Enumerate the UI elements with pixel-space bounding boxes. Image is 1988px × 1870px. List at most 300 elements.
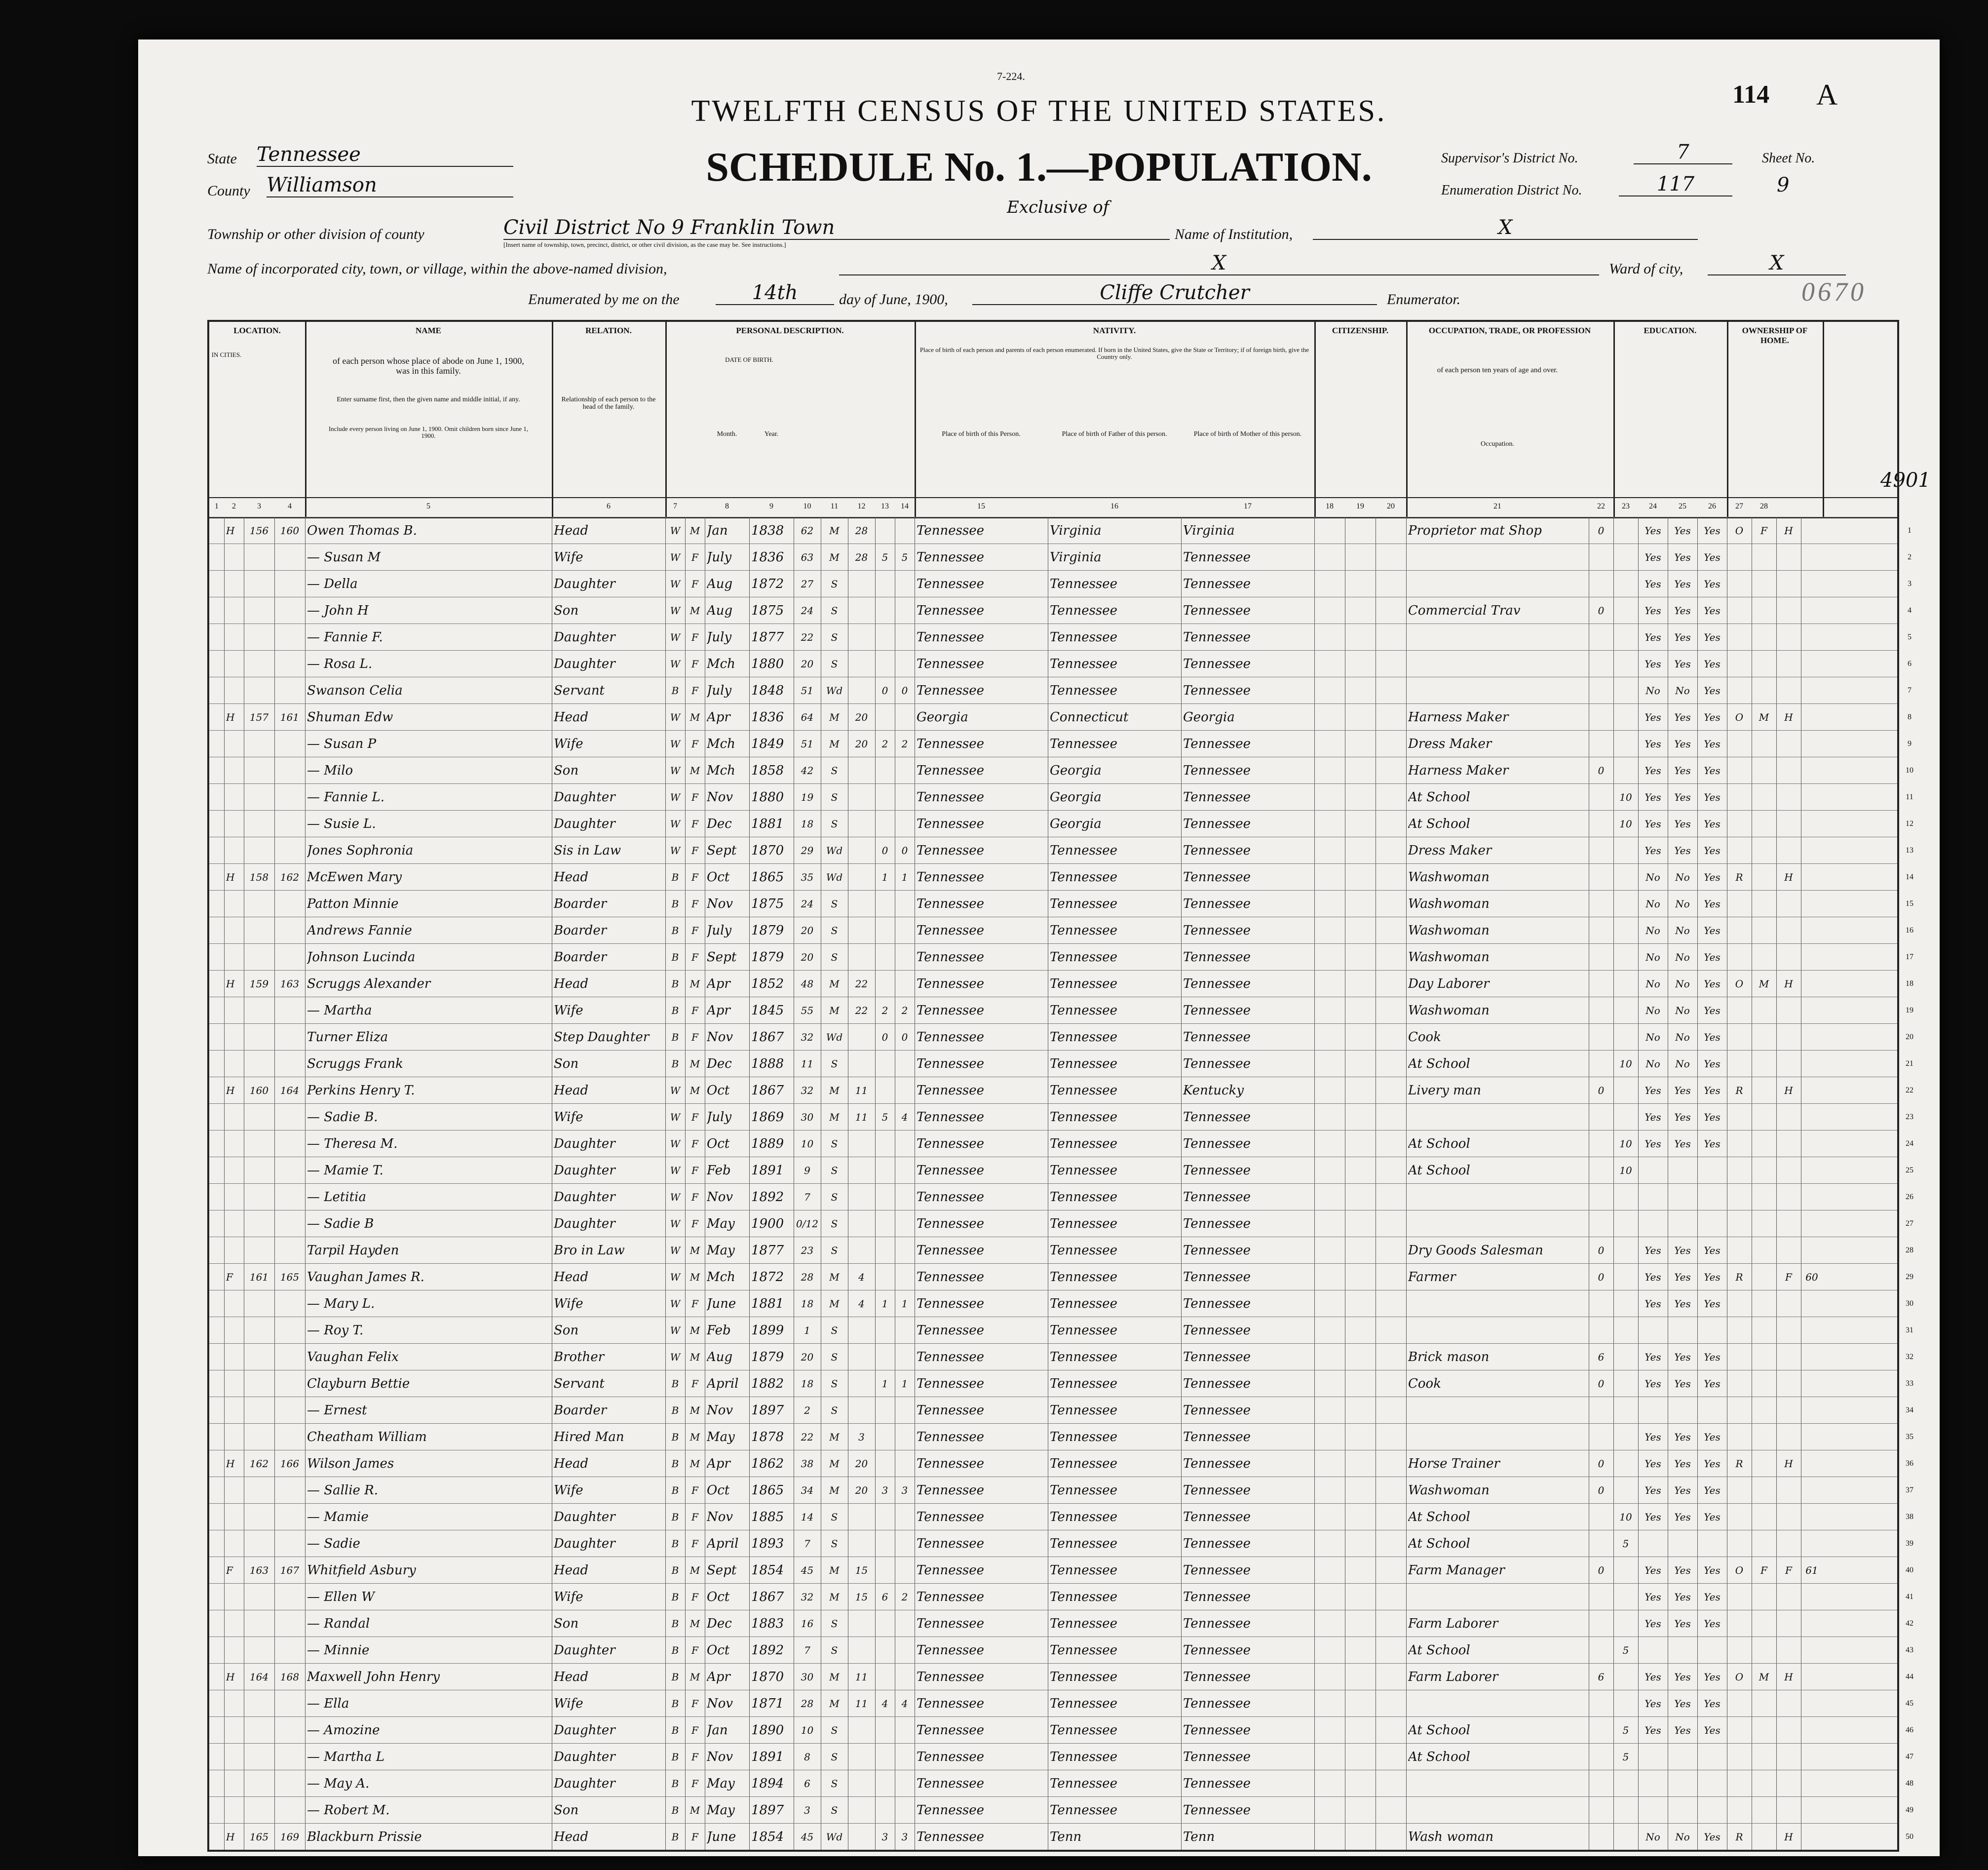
cell-sex: F	[691, 1591, 698, 1603]
cell-year: 1891	[751, 1163, 784, 1178]
cell-read: Yes	[1644, 524, 1661, 537]
table-row	[209, 1796, 1913, 1823]
cell-dwelling: 165	[249, 1831, 269, 1843]
cell-father-birth: Tennessee	[1050, 1776, 1118, 1791]
cell-farm	[1803, 651, 1821, 677]
line-number: 15	[1906, 899, 1913, 908]
cell-month: Nov	[707, 1189, 733, 1205]
cell-months-unemp	[1591, 1717, 1611, 1743]
cell-mother-birth: Tennessee	[1183, 1296, 1251, 1311]
cell-mother-birth: Tennessee	[1183, 1216, 1251, 1231]
cell-free	[1754, 1797, 1774, 1823]
cell-english: Yes	[1704, 684, 1720, 697]
cell-write: Yes	[1674, 1351, 1691, 1363]
cell-marital: S	[831, 951, 838, 963]
table-row	[209, 703, 1912, 730]
cell-sex: M	[689, 977, 700, 990]
table-row	[209, 1397, 1913, 1423]
cell-living: 0	[901, 1031, 908, 1043]
cell-color: B	[671, 1431, 679, 1443]
cell-family	[276, 1370, 303, 1397]
cell-month: June	[707, 1296, 736, 1311]
table-row	[209, 730, 1912, 757]
cell-mother-birth: Tennessee	[1183, 1669, 1251, 1684]
cell-school	[1615, 1824, 1636, 1850]
cell-name: — Susan P	[307, 736, 377, 751]
cell-father-birth: Connecticut	[1050, 709, 1129, 725]
cell-family	[276, 1477, 303, 1503]
column-number: 27	[1735, 502, 1743, 510]
cell-farm	[1803, 677, 1821, 703]
cell-owned: R	[1735, 1831, 1743, 1843]
cell-sex: M	[689, 604, 700, 617]
cell-mother-birth: Tennessee	[1183, 1402, 1251, 1418]
cell-farm	[1803, 1051, 1821, 1077]
cell-house	[226, 784, 242, 810]
cell-house	[1778, 597, 1799, 623]
cell-mother-birth: Tennessee	[1183, 1349, 1251, 1364]
cell-months-unemp	[1591, 651, 1611, 677]
cell-year: 1897	[751, 1402, 784, 1418]
column-number-strip	[209, 497, 1897, 518]
cell-marital: S	[831, 764, 838, 777]
cell-year: 1872	[751, 576, 784, 591]
cell-read: Yes	[1644, 1084, 1661, 1096]
cell-house	[226, 1157, 242, 1183]
cell-house	[226, 1317, 242, 1343]
cell-occupation: Washwoman	[1408, 869, 1490, 885]
cell-month: Jan	[707, 523, 728, 538]
cell-year: 1836	[751, 709, 784, 725]
cell-house	[226, 997, 242, 1023]
cell-farm	[1803, 1210, 1821, 1237]
cell-months-unemp	[1591, 677, 1611, 703]
cell-school	[1615, 1290, 1636, 1317]
cell-occupation: Farm Laborer	[1408, 1616, 1498, 1631]
cell-color: W	[670, 844, 681, 857]
cell-mother-of: 5	[881, 1111, 888, 1123]
cell-read: Yes	[1644, 1297, 1661, 1310]
cell-read: No	[1645, 1031, 1660, 1043]
cell-birth: Tennessee	[917, 1429, 985, 1444]
cell-house	[226, 1397, 242, 1423]
cell-color: B	[671, 1511, 679, 1523]
cell-english: Yes	[1704, 818, 1720, 830]
cell-family: 163	[280, 977, 300, 990]
cell-mother-of: 1	[881, 871, 888, 883]
cell-living	[897, 891, 913, 917]
cell-farm	[1803, 1450, 1821, 1477]
cell-month: May	[707, 1429, 735, 1444]
cell-age: 34	[801, 1484, 814, 1496]
cell-month: July	[707, 1109, 732, 1125]
cell-months-unemp	[1591, 1051, 1611, 1077]
cell-mother-birth: Tennessee	[1183, 1749, 1251, 1764]
cell-house	[1778, 1637, 1799, 1663]
cell-english	[1699, 1317, 1725, 1343]
cell-relation: Daughter	[554, 1216, 615, 1231]
cell-living	[897, 1797, 913, 1823]
cell-read: No	[1645, 977, 1660, 990]
cell-school: 10	[1619, 818, 1632, 830]
line-number: 5	[1908, 632, 1912, 641]
cell-year: 1892	[751, 1189, 784, 1205]
cell-birth: Tennessee	[917, 1509, 985, 1524]
cell-write: Yes	[1674, 1484, 1691, 1496]
cell-english: Yes	[1704, 977, 1720, 990]
cell-living	[897, 651, 913, 677]
cell-school	[1615, 1370, 1636, 1397]
cell-marital: M	[829, 977, 840, 990]
cell-family	[276, 1051, 303, 1077]
cell-house	[1778, 837, 1799, 863]
cell-name: Vaughan Felix	[307, 1349, 399, 1364]
cell-father-birth: Virginia	[1050, 549, 1102, 565]
cell-color: B	[671, 1057, 679, 1070]
cell-mother-birth: Tennessee	[1183, 683, 1251, 698]
cell-dwelling	[246, 1744, 272, 1770]
cell-marital: S	[831, 1617, 838, 1630]
cell-name: — May A.	[307, 1776, 370, 1791]
cell-sex: F	[691, 1111, 698, 1123]
cell-family	[276, 1717, 303, 1743]
cell-house	[1778, 1504, 1799, 1530]
cell-mother-of	[877, 1664, 893, 1690]
cell-birth: Tennessee	[917, 923, 985, 938]
cell-farm	[1803, 571, 1821, 597]
cell-months-unemp: 0	[1598, 1271, 1605, 1283]
cell-years-married: 20	[855, 1484, 868, 1496]
cell-name: — Theresa M.	[307, 1136, 398, 1151]
cell-free	[1754, 1610, 1774, 1636]
cell-mother-birth: Tennessee	[1183, 763, 1251, 778]
group-divider	[1823, 322, 1824, 517]
cell-mother-of	[877, 1530, 893, 1557]
cell-house: H	[1784, 977, 1793, 990]
cell-marital: Wd	[826, 844, 843, 857]
cell-free	[1754, 1130, 1774, 1157]
cell-living: 5	[901, 551, 908, 563]
cell-month: Oct	[707, 1589, 730, 1604]
cell-house	[226, 1184, 242, 1210]
cell-year: 1845	[751, 1003, 784, 1018]
cell-year: 1867	[751, 1029, 784, 1045]
cell-owned: R	[1735, 1084, 1743, 1096]
cell-age: 22	[801, 1431, 814, 1443]
cell-name: Patton Minnie	[307, 896, 399, 911]
cell-years-married	[850, 1184, 873, 1210]
cell-mother-birth: Tennessee	[1183, 843, 1251, 858]
cell-house	[226, 597, 242, 623]
cell-years-married	[850, 1610, 873, 1636]
cell-read: Yes	[1644, 1591, 1661, 1603]
table-row	[209, 1370, 1913, 1397]
cell-months-unemp	[1591, 784, 1611, 810]
cell-months-unemp	[1591, 544, 1611, 570]
cell-family	[276, 624, 303, 650]
cell-years-married	[850, 1210, 873, 1237]
cell-house	[1778, 1184, 1799, 1210]
cell-read	[1640, 1397, 1666, 1423]
schedule-title: SCHEDULE No. 1.—POPULATION.	[706, 144, 1372, 190]
cell-house	[1778, 651, 1799, 677]
cell-year: 1899	[751, 1323, 784, 1338]
cell-name: — Amozine	[307, 1722, 380, 1738]
cell-mother-birth: Tennessee	[1183, 1269, 1251, 1285]
cell-english: Yes	[1704, 844, 1720, 857]
cell-father-birth: Tennessee	[1050, 1323, 1118, 1338]
cell-marital: M	[829, 1111, 840, 1123]
cell-house	[1778, 1584, 1799, 1610]
cell-months-unemp	[1591, 1770, 1611, 1796]
group-divider	[1613, 322, 1615, 517]
cell-sex: M	[689, 1564, 700, 1576]
cell-father-birth: Tenn	[1050, 1829, 1082, 1844]
cell-sex: F	[691, 844, 698, 857]
cell-birth: Tennessee	[917, 683, 985, 698]
cell-months-unemp	[1591, 571, 1611, 597]
cell-color: W	[670, 631, 681, 643]
table-row	[209, 1557, 1913, 1583]
stamp-number: 0670	[1801, 277, 1867, 307]
cell-write: No	[1675, 1057, 1690, 1070]
cell-marital: S	[831, 818, 838, 830]
cell-house	[226, 811, 242, 837]
cell-color: W	[670, 1164, 681, 1176]
cell-marital: S	[831, 578, 838, 590]
cell-free: F	[1760, 1564, 1767, 1576]
cell-read: Yes	[1644, 1244, 1661, 1256]
cell-family	[276, 944, 303, 970]
cell-name: — Susan M	[307, 549, 381, 565]
cell-year: 1871	[751, 1696, 784, 1711]
cell-relation: Boarder	[554, 923, 607, 938]
cell-farm	[1803, 1744, 1821, 1770]
cell-father-birth: Tennessee	[1050, 603, 1118, 618]
cell-year: 1852	[751, 976, 784, 991]
group-divider	[915, 322, 916, 517]
birth-mother-header: Place of birth of Mother of this person.	[1193, 430, 1302, 438]
cell-school	[1615, 1424, 1636, 1450]
cell-father-birth: Tennessee	[1050, 1669, 1118, 1684]
cell-english: Yes	[1704, 1457, 1720, 1470]
cell-relation: Wife	[554, 1589, 583, 1604]
cell-years-married	[850, 1317, 873, 1343]
table-row	[209, 1663, 1913, 1690]
cell-color: W	[670, 711, 681, 723]
cell-years-married	[850, 597, 873, 623]
cell-house	[226, 624, 242, 650]
cell-house	[226, 1637, 242, 1663]
cell-dwelling	[246, 811, 272, 837]
cell-father-birth: Tennessee	[1050, 1616, 1118, 1631]
cell-mother-of: 3	[881, 1831, 888, 1843]
cell-sex: F	[691, 551, 698, 563]
cell-relation: Daughter	[554, 1163, 615, 1178]
column-number: 12	[857, 502, 866, 510]
cell-free	[1754, 891, 1774, 917]
group-divider	[1727, 322, 1728, 517]
cell-school	[1615, 731, 1636, 757]
cell-birth: Tennessee	[917, 1163, 985, 1178]
line-number: 16	[1906, 926, 1913, 935]
cell-marital: S	[831, 1724, 838, 1736]
cell-sex: M	[689, 1431, 700, 1443]
cell-years-married: 4	[858, 1297, 865, 1310]
cell-free	[1754, 997, 1774, 1023]
cell-relation: Son	[554, 1802, 579, 1818]
cell-house	[226, 677, 242, 703]
column-group-label: NATIVITY.	[1093, 326, 1136, 335]
cell-living	[897, 1317, 913, 1343]
cell-name: — John H	[307, 603, 369, 618]
cell-house	[1778, 544, 1799, 570]
cell-color: W	[670, 1271, 681, 1283]
cell-mother-birth: Tennessee	[1183, 656, 1251, 671]
column-number: 5	[426, 502, 430, 510]
cell-years-married	[850, 1130, 873, 1157]
cell-age: 30	[801, 1671, 814, 1683]
table-row	[209, 677, 1912, 703]
table-row	[209, 757, 1913, 783]
cell-english: Yes	[1704, 1591, 1720, 1603]
cell-farm	[1803, 1130, 1821, 1157]
cell-english: Yes	[1704, 1004, 1720, 1016]
table-row	[209, 970, 1913, 997]
cell-mother-birth: Tennessee	[1183, 869, 1251, 885]
cell-years-married	[850, 1797, 873, 1823]
supervisor-district-label: Supervisor's District No.	[1441, 151, 1578, 166]
line-number: 13	[1906, 846, 1913, 855]
cell-mother-of	[877, 1744, 893, 1770]
cell-house	[226, 1477, 242, 1503]
cell-dwelling	[246, 917, 272, 943]
cell-farm	[1803, 1317, 1821, 1343]
cell-living	[897, 1744, 913, 1770]
cell-school: 10	[1619, 1164, 1632, 1176]
cell-sex: M	[689, 711, 700, 723]
table-row	[209, 1050, 1913, 1077]
cell-color: W	[670, 1084, 681, 1096]
cell-family: 161	[280, 711, 300, 723]
cell-mother-of: 0	[881, 1031, 888, 1043]
cell-house	[226, 1717, 242, 1743]
cell-english: Yes	[1704, 604, 1720, 617]
cell-school	[1615, 1584, 1636, 1610]
cell-years-married	[850, 1504, 873, 1530]
cell-sex: F	[691, 924, 698, 936]
cell-family	[276, 1024, 303, 1050]
cell-mother-birth: Tennessee	[1183, 1562, 1251, 1578]
cell-mother-birth: Tennessee	[1183, 1482, 1251, 1498]
cell-write: Yes	[1674, 1244, 1691, 1256]
cell-birth: Tennessee	[917, 763, 985, 778]
cell-year: 1858	[751, 763, 784, 778]
cell-age: 22	[801, 631, 814, 643]
cell-read: Yes	[1644, 578, 1661, 590]
cell-school: 5	[1622, 1644, 1629, 1656]
cell-color: W	[670, 524, 681, 537]
cell-occupation: Farmer	[1408, 1269, 1456, 1285]
cell-month: Nov	[707, 789, 733, 805]
cell-read: Yes	[1644, 1377, 1661, 1390]
line-number: 44	[1906, 1672, 1913, 1681]
cell-family	[276, 1130, 303, 1157]
cell-occupation: Harness Maker	[1408, 763, 1509, 778]
cell-birth: Tennessee	[917, 1536, 985, 1551]
cell-years-married: 28	[855, 524, 868, 537]
cell-english: Yes	[1704, 711, 1720, 723]
cell-free	[1754, 624, 1774, 650]
cell-occupation: At School	[1408, 1163, 1470, 1178]
cell-house: H	[226, 711, 235, 723]
cell-family	[276, 917, 303, 943]
cell-write: Yes	[1674, 1431, 1691, 1443]
cell-year: 1869	[751, 1109, 784, 1125]
cell-read	[1640, 1157, 1666, 1183]
cell-month: Aug	[707, 1349, 733, 1364]
cell-birth: Tennessee	[917, 816, 985, 831]
cell-month: July	[707, 923, 732, 938]
cell-sex: M	[689, 1271, 700, 1283]
cell-mother-birth: Tennessee	[1183, 1776, 1251, 1791]
cell-house	[226, 1610, 242, 1636]
cell-name: McEwen Mary	[307, 869, 402, 885]
cell-mother-of	[877, 624, 893, 650]
cell-house	[226, 651, 242, 677]
cell-write: No	[1675, 871, 1690, 883]
cell-name: — Milo	[307, 763, 353, 778]
county-label: County	[207, 183, 250, 199]
cell-school	[1615, 1770, 1636, 1796]
cell-father-birth: Tennessee	[1050, 1802, 1118, 1818]
cell-age: 20	[801, 951, 814, 963]
cell-father-birth: Tennessee	[1050, 1163, 1118, 1178]
cell-read: Yes	[1644, 1431, 1661, 1443]
cell-age: 0/12	[796, 1217, 818, 1230]
cell-dwelling	[246, 997, 272, 1023]
line-number: 26	[1906, 1192, 1913, 1201]
line-number: 3	[1908, 579, 1912, 588]
cell-mother-birth: Tennessee	[1183, 949, 1251, 965]
cell-years-married	[850, 1051, 873, 1077]
cell-occupation: At School	[1408, 1056, 1470, 1071]
cell-relation: Wife	[554, 1482, 583, 1498]
cell-years-married	[850, 864, 873, 890]
cell-free	[1754, 917, 1774, 943]
cell-english: Yes	[1704, 871, 1720, 883]
cell-english: Yes	[1704, 1351, 1720, 1363]
cell-relation: Daughter	[554, 789, 615, 805]
cell-free	[1754, 1424, 1774, 1450]
cell-month: Jan	[707, 1722, 728, 1738]
cell-english: Yes	[1704, 1271, 1720, 1283]
cell-birth: Tennessee	[917, 1616, 985, 1631]
cell-house: H	[226, 1084, 235, 1096]
line-number: 48	[1906, 1779, 1913, 1788]
cell-birth: Tennessee	[917, 1776, 985, 1791]
cell-name: — Minnie	[307, 1642, 370, 1658]
table-row	[209, 544, 1912, 570]
cell-dwelling	[246, 1397, 272, 1423]
cell-relation: Daughter	[554, 656, 615, 671]
cell-name: Owen Thomas B.	[307, 523, 417, 538]
cell-color: B	[671, 1697, 679, 1710]
cell-owned	[1729, 1770, 1750, 1796]
cell-birth: Tennessee	[917, 1749, 985, 1764]
column-number: 15	[977, 502, 985, 510]
cell-relation: Servant	[554, 1376, 605, 1391]
